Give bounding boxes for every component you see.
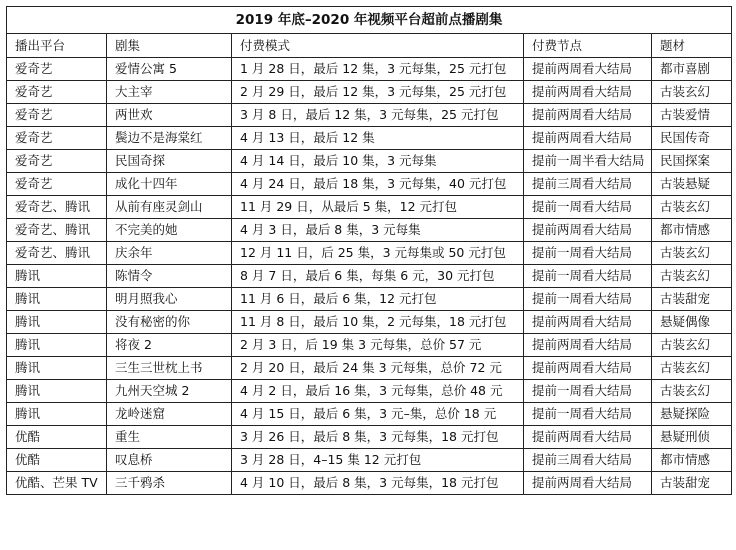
cell-genre: 民国探案	[652, 150, 732, 173]
cell-payment-node: 提前两周看大结局	[524, 58, 652, 81]
cell-payment-mode: 4 月 2 日，最后 16 集，3 元每集，总价 48 元	[232, 380, 524, 403]
cell-payment-node: 提前两周看大结局	[524, 426, 652, 449]
cell-genre: 古装悬疑	[652, 173, 732, 196]
cell-series: 重生	[107, 426, 232, 449]
cell-platform: 优酷、芒果 TV	[7, 472, 107, 495]
cell-payment-mode: 2 月 29 日，最后 12 集，3 元每集，25 元打包	[232, 81, 524, 104]
cell-platform: 爱奇艺	[7, 58, 107, 81]
table-row	[7, 104, 732, 127]
cell-genre: 悬疑探险	[652, 403, 732, 426]
cell-series: 陈情令	[107, 265, 232, 288]
cell-payment-node: 提前一周看大结局	[524, 196, 652, 219]
table-body	[7, 58, 732, 495]
cell-payment-mode: 3 月 26 日，最后 8 集，3 元每集，18 元打包	[232, 426, 524, 449]
header-genre: 题材	[652, 34, 732, 58]
cell-series: 三千鸦杀	[107, 472, 232, 495]
cell-payment-mode: 1 月 28 日，最后 12 集，3 元每集，25 元打包	[232, 58, 524, 81]
header-row	[7, 34, 732, 58]
cell-payment-mode: 4 月 10 日，最后 8 集，3 元每集，18 元打包	[232, 472, 524, 495]
cell-series: 从前有座灵剑山	[107, 196, 232, 219]
cell-payment-mode: 4 月 3 日，最后 8 集，3 元每集	[232, 219, 524, 242]
broadcast-table	[6, 6, 732, 495]
table-row	[7, 150, 732, 173]
cell-genre: 都市情感	[652, 219, 732, 242]
cell-payment-mode: 4 月 24 日，最后 18 集，3 元每集，40 元打包	[232, 173, 524, 196]
table-row	[7, 472, 732, 495]
cell-genre: 古装爱情	[652, 104, 732, 127]
table-row	[7, 58, 732, 81]
cell-series: 叹息桥	[107, 449, 232, 472]
table-row	[7, 242, 732, 265]
cell-payment-node: 提前两周看大结局	[524, 311, 652, 334]
cell-platform: 爱奇艺	[7, 104, 107, 127]
cell-platform: 爱奇艺	[7, 150, 107, 173]
cell-genre: 古装玄幻	[652, 380, 732, 403]
cell-payment-node: 提前一周看大结局	[524, 380, 652, 403]
cell-genre: 古装玄幻	[652, 242, 732, 265]
cell-series: 大主宰	[107, 81, 232, 104]
cell-platform: 腾讯	[7, 288, 107, 311]
cell-platform: 腾讯	[7, 380, 107, 403]
cell-platform: 腾讯	[7, 265, 107, 288]
cell-series: 两世欢	[107, 104, 232, 127]
table-container	[6, 6, 731, 495]
cell-payment-node: 提前一周半看大结局	[524, 150, 652, 173]
cell-genre: 古装玄幻	[652, 265, 732, 288]
cell-series: 龙岭迷窟	[107, 403, 232, 426]
cell-platform: 腾讯	[7, 403, 107, 426]
cell-genre: 都市喜剧	[652, 58, 732, 81]
cell-payment-node: 提前两周看大结局	[524, 472, 652, 495]
table-row	[7, 173, 732, 196]
cell-genre: 古装玄幻	[652, 334, 732, 357]
cell-platform: 爱奇艺、腾讯	[7, 219, 107, 242]
cell-series: 庆余年	[107, 242, 232, 265]
cell-platform: 优酷	[7, 426, 107, 449]
cell-series: 没有秘密的你	[107, 311, 232, 334]
cell-series: 不完美的她	[107, 219, 232, 242]
cell-payment-node: 提前两周看大结局	[524, 104, 652, 127]
header-series: 剧集	[107, 34, 232, 58]
cell-genre: 悬疑偶像	[652, 311, 732, 334]
cell-payment-mode: 12 月 11 日，后 25 集，3 元每集或 50 元打包	[232, 242, 524, 265]
cell-series: 爱情公寓 5	[107, 58, 232, 81]
cell-platform: 爱奇艺	[7, 81, 107, 104]
cell-payment-mode: 4 月 14 日，最后 10 集，3 元每集	[232, 150, 524, 173]
cell-genre: 古装玄幻	[652, 357, 732, 380]
cell-payment-mode: 3 月 8 日，最后 12 集，3 元每集，25 元打包	[232, 104, 524, 127]
table-row	[7, 81, 732, 104]
cell-genre: 古装甜宠	[652, 472, 732, 495]
cell-payment-node: 提前三周看大结局	[524, 449, 652, 472]
cell-platform: 腾讯	[7, 357, 107, 380]
cell-payment-mode: 2 月 3 日，后 19 集 3 元每集，总价 57 元	[232, 334, 524, 357]
cell-payment-node: 提前两周看大结局	[524, 81, 652, 104]
table-row	[7, 219, 732, 242]
cell-genre: 古装甜宠	[652, 288, 732, 311]
table-row	[7, 426, 732, 449]
cell-genre: 悬疑刑侦	[652, 426, 732, 449]
table-row	[7, 380, 732, 403]
header-platform: 播出平台	[7, 34, 107, 58]
cell-payment-mode: 3 月 28 日，4–15 集 12 元打包	[232, 449, 524, 472]
cell-payment-node: 提前两周看大结局	[524, 334, 652, 357]
table-row	[7, 449, 732, 472]
cell-payment-node: 提前一周看大结局	[524, 242, 652, 265]
table-row	[7, 196, 732, 219]
table-row	[7, 334, 732, 357]
table-row	[7, 357, 732, 380]
cell-genre: 都市情感	[652, 449, 732, 472]
cell-payment-mode: 8 月 7 日，最后 6 集，每集 6 元，30 元打包	[232, 265, 524, 288]
cell-platform: 爱奇艺、腾讯	[7, 242, 107, 265]
cell-platform: 腾讯	[7, 311, 107, 334]
cell-payment-mode: 11 月 6 日，最后 6 集，12 元打包	[232, 288, 524, 311]
cell-platform: 爱奇艺、腾讯	[7, 196, 107, 219]
cell-payment-node: 提前三周看大结局	[524, 173, 652, 196]
cell-payment-mode: 2 月 20 日，最后 24 集 3 元每集，总价 72 元	[232, 357, 524, 380]
cell-series: 将夜 2	[107, 334, 232, 357]
cell-payment-mode: 11 月 8 日，最后 10 集，2 元每集，18 元打包	[232, 311, 524, 334]
cell-payment-node: 提前两周看大结局	[524, 357, 652, 380]
cell-genre: 古装玄幻	[652, 196, 732, 219]
cell-series: 九州天空城 2	[107, 380, 232, 403]
table-row	[7, 288, 732, 311]
header-payment-node: 付费节点	[524, 34, 652, 58]
cell-series: 三生三世枕上书	[107, 357, 232, 380]
table-title: 2019 年底–2020 年视频平台超前点播剧集	[7, 7, 732, 34]
cell-series: 民国奇探	[107, 150, 232, 173]
cell-payment-node: 提前一周看大结局	[524, 403, 652, 426]
cell-genre: 民国传奇	[652, 127, 732, 150]
cell-payment-mode: 4 月 15 日，最后 6 集，3 元–集，总价 18 元	[232, 403, 524, 426]
cell-platform: 爱奇艺	[7, 173, 107, 196]
cell-payment-mode: 4 月 13 日，最后 12 集	[232, 127, 524, 150]
table-row	[7, 403, 732, 426]
cell-payment-node: 提前一周看大结局	[524, 265, 652, 288]
cell-payment-node: 提前两周看大结局	[524, 127, 652, 150]
table-row	[7, 311, 732, 334]
cell-payment-node: 提前两周看大结局	[524, 219, 652, 242]
cell-series: 明月照我心	[107, 288, 232, 311]
cell-platform: 优酷	[7, 449, 107, 472]
header-payment-mode: 付费模式	[232, 34, 524, 58]
table-row	[7, 127, 732, 150]
cell-platform: 爱奇艺	[7, 127, 107, 150]
cell-payment-mode: 11 月 29 日，从最后 5 集，12 元打包	[232, 196, 524, 219]
cell-series: 成化十四年	[107, 173, 232, 196]
cell-payment-node: 提前一周看大结局	[524, 288, 652, 311]
cell-platform: 腾讯	[7, 334, 107, 357]
cell-series: 鬓边不是海棠红	[107, 127, 232, 150]
table-row	[7, 265, 732, 288]
cell-genre: 古装玄幻	[652, 81, 732, 104]
